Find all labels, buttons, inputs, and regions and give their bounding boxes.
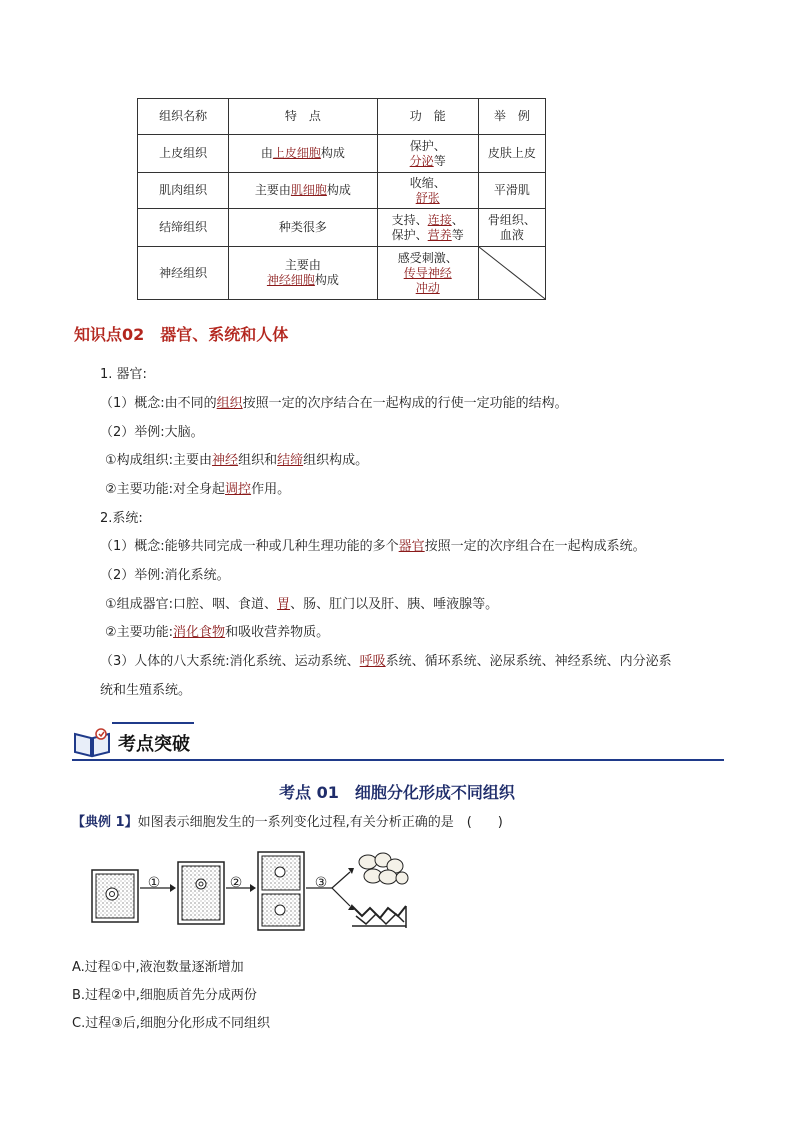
cell-stage-3 [258,852,304,930]
answer-option-b: B.过程②中,细胞质首先分成两份 [72,988,257,1003]
tissue-table [137,98,546,300]
table-row [138,135,546,173]
organ-heading: 1. 器官: [100,367,147,382]
tissue-name: 结缔组织 [138,209,229,247]
tissue-name: 上皮组织 [138,135,229,173]
header-cell: 举 例 [478,99,545,135]
tissue-name: 肌肉组织 [138,173,229,209]
tissue-feature: 主要由肌细胞构成 [229,173,377,209]
tissue-feature: 种类很多 [229,209,377,247]
answer-option-a: A.过程①中,液泡数量逐渐增加 [72,960,244,975]
organ-composition: ①构成组织:主要由神经组织和结缔组织构成。 [105,453,369,468]
cell-division-diagram [90,850,410,934]
header-cell: 功 能 [377,99,478,135]
table-row [138,209,546,247]
banner-title: 考点突破 [118,734,190,755]
section-banner [72,722,724,762]
step-label: ① [147,875,161,891]
topic-title: 考点 01 细胞分化形成不同组织 [279,783,515,802]
tissue-function: 收缩、 舒张 [377,173,478,209]
tissue-name: 神经组织 [138,247,229,300]
step-label: ② [229,875,243,891]
empty-diagonal-cell [478,247,545,300]
table-row [138,247,546,300]
system-heading: 2.系统: [100,511,143,526]
tissue-function: 保护、 分泌等 [377,135,478,173]
tissue-cluster-upper [359,853,408,884]
organ-function: ②主要功能:对全身起调控作用。 [105,482,291,497]
eight-systems-cont: 统和生殖系统。 [100,683,192,698]
tissue-feature: 主要由 神经细胞构成 [229,247,377,300]
tissue-example: 骨组织、 血液 [478,209,545,247]
step-label: ③ [314,875,328,891]
organ-concept: （1）概念:由不同的组织按照一定的次序结合在一起构成的行使一定功能的结构。 [100,396,568,411]
banner-rule [72,759,724,761]
tissue-example: 平滑肌 [478,173,545,209]
tissue-example: 皮肤上皮 [478,135,545,173]
answer-option-c: C.过程③后,细胞分化形成不同组织 [72,1016,270,1031]
system-example: （2）举例:消化系统。 [100,568,230,583]
system-function: ②主要功能:消化食物和吸收营养物质。 [105,625,330,640]
eight-systems: （3）人体的八大系统:消化系统、运动系统、呼吸系统、循环系统、泌尿系统、神经系统、内分泌系 [100,654,672,669]
tissue-function: 感受刺激、 传导神经 冲动 [377,247,478,300]
header-cell: 组织名称 [138,99,229,135]
cell-stage-1 [92,870,138,922]
organ-example: （2）举例:大脑。 [100,425,204,440]
system-concept: （1）概念:能够共同完成一种或几种生理功能的多个器官按照一定的次序组合在一起构成系统。 [100,539,646,554]
banner-accent-line [112,722,194,724]
table-row [138,173,546,209]
system-composition: ①组成器官:口腔、咽、食道、胃、肠、肛门以及肝、胰、唾液腺等。 [105,597,499,612]
tissue-function: 支持、连接、 保护、营养等 [377,209,478,247]
tissue-feature: 由上皮细胞构成 [229,135,377,173]
cell-stage-2 [178,862,224,924]
example-question: 【典例 1】如图表示细胞发生的一系列变化过程,有关分析正确的是 ( ) [72,815,503,830]
header-cell: 特 点 [229,99,377,135]
book-icon [72,726,112,762]
tissue-cluster-lower [352,906,406,928]
section-title: 知识点02 器官、系统和人体 [74,325,289,344]
arrow-step-3 [306,868,354,910]
